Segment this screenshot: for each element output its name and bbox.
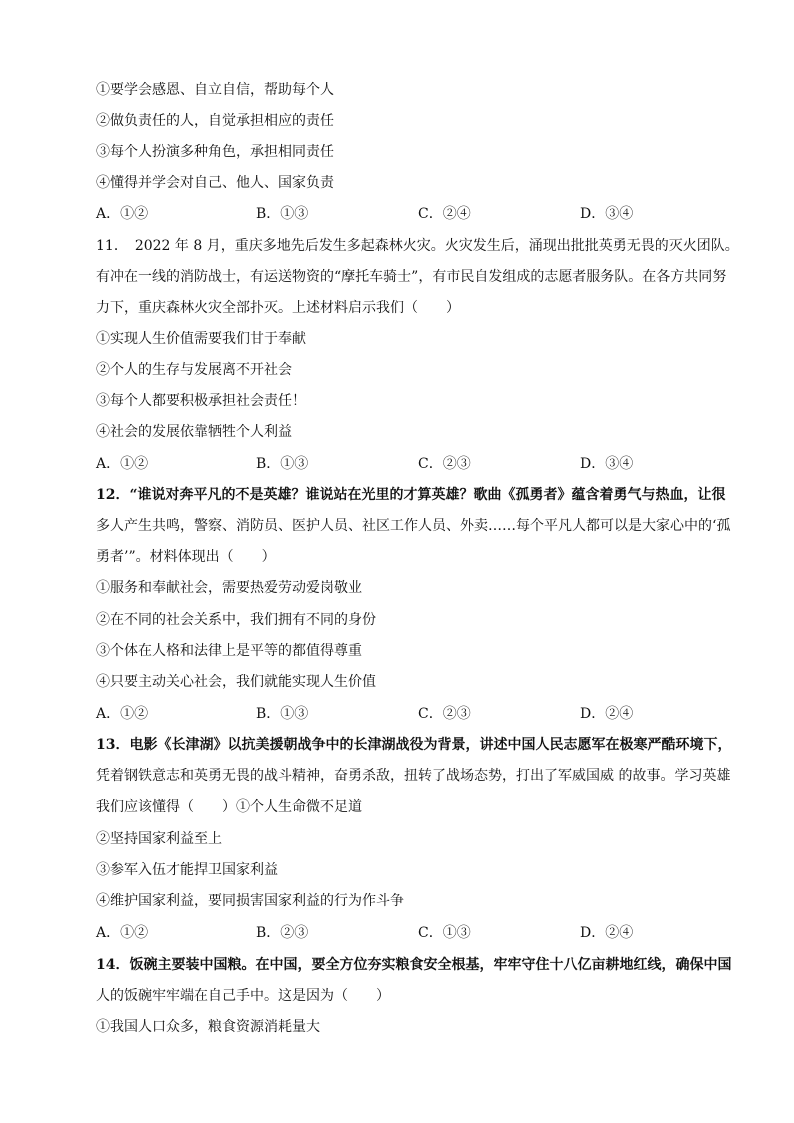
q10-option-2: ②做负责任的人，自觉承担相应的责任 <box>96 113 334 129</box>
q11-option-1: ①实现人生价值需要我们甘于奉献 <box>96 331 306 347</box>
q12-answer-c: C．②③ <box>418 706 471 722</box>
q11-stem-line-3: 力下，重庆森林火灾全部扑灭。上述材料启示我们（ ） <box>96 300 460 316</box>
q13-option-4: ④维护国家利益，要同损害国家利益的行为作斗争 <box>96 893 404 909</box>
q12-answer-b: B．①③ <box>256 706 309 722</box>
q14-stem-line-1: 14．饭碗主要装中国粮。在中国，要全方位夯实粮食安全根基，牢牢守住十八亿亩耕地红线，确保中国 <box>96 957 732 973</box>
q12-option-1: ①服务和奉献社会，需要热爱劳动爱岗敬业 <box>96 580 362 596</box>
q13-option-3: ③参军入伍才能捍卫国家利益 <box>96 862 278 878</box>
q13-stem-line-1: 13．电影《长津湖》以抗美援朝战争中的长津湖战役为背景，讲述中国人民志愿军在极寒严酷环境下， <box>96 737 732 753</box>
q10-option-4: ④懂得并学会对自己、他人、国家负责 <box>96 175 334 191</box>
q11-answer-b: B．①③ <box>256 456 309 472</box>
q13-answer-a: A．①② <box>96 925 149 941</box>
q13-stem-line-3: 我们应该懂得（ ）①个人生命微不足道 <box>96 799 362 815</box>
q14-option-1: ①我国人口众多，粮食资源消耗量大 <box>96 1019 320 1035</box>
q11-answer-d: D．③④ <box>580 456 634 472</box>
q12-option-2: ②在不同的社会关系中，我们拥有不同的身份 <box>96 612 376 628</box>
q14-stem-line-2: 人的饭碗牢牢端在自己手中。这是因为（ ） <box>96 988 390 1004</box>
q12-option-4: ④只要主动关心社会，我们就能实现人生价值 <box>96 674 376 690</box>
q11-option-2: ②个人的生存与发展离不开社会 <box>96 362 292 378</box>
q10-option-3: ③每个人扮演多种角色，承担相同责任 <box>96 144 334 160</box>
q12-option-3: ③个体在人格和法律上是平等的都值得尊重 <box>96 643 362 659</box>
q11-answer-c: C．②③ <box>418 456 471 472</box>
q10-answer-d: D．③④ <box>580 206 634 222</box>
q11-stem-line-2: 有冲在一线的消防战士，有运送物资的“摩托车骑士”，有市民自发组成的志愿者服务队。在各方共同努 <box>96 269 727 285</box>
q11-stem-line-1: 11． 2022 年 8 月，重庆多地先后发生多起森林火灾。火灾发生后，涌现出批批英勇无畏的灭火团队。 <box>96 238 739 254</box>
q10-answer-a: A．①② <box>96 206 149 222</box>
q11-option-4: ④社会的发展依靠牺牲个人利益 <box>96 424 292 440</box>
q12-stem-line-2: 多人产生共鸣，警察、消防员、医护人员、社区工作人员、外卖……每个平凡人都可以是大家心中的‘孤 <box>96 518 731 534</box>
q13-answer-d: D．②④ <box>580 925 634 941</box>
q10-answer-c: C．②④ <box>418 206 471 222</box>
q11-answer-a: A．①② <box>96 456 149 472</box>
q13-stem-line-2: 凭着钢铁意志和英勇无畏的战斗精神，奋勇杀敌，扭转了战场态势，打出了军威国威 的故事。学习英雄 <box>96 768 731 784</box>
q13-answer-c: C．①③ <box>418 925 471 941</box>
q13-answer-b: B．②③ <box>256 925 309 941</box>
q10-option-1: ①要学会感恩、自立自信，帮助每个人 <box>96 82 334 98</box>
q12-answer-a: A．①② <box>96 706 149 722</box>
q13-option-2: ②坚持国家利益至上 <box>96 831 222 847</box>
q12-stem-line-3: 勇者’”。材料体现出（ ） <box>96 549 276 565</box>
q11-option-3: ③每个人都要积极承担社会责任！ <box>96 393 306 409</box>
q12-answer-d: D．②④ <box>580 706 634 722</box>
q12-stem-line-1: 12．“谁说对奔平凡的不是英雄？谁说站在光里的才算英雄？歌曲《孤勇者》蕴含着勇气与热血，让很 <box>96 487 726 503</box>
q10-answer-b: B．①③ <box>256 206 309 222</box>
